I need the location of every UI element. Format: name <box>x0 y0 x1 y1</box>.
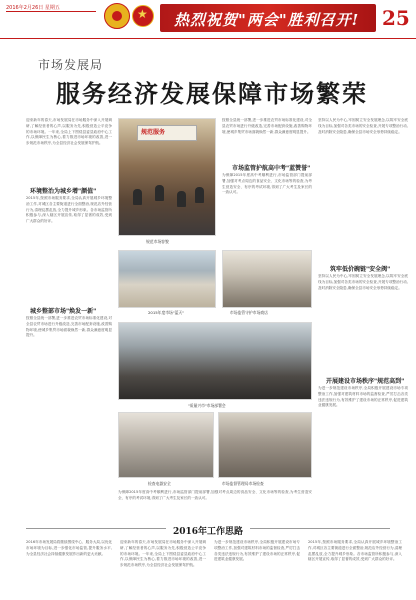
photo-inspection <box>218 412 312 478</box>
photo-training <box>118 250 216 308</box>
banner-text: 热烈祝贺"两会"胜利召开! <box>174 11 360 29</box>
subheading-exam-supervision: 市场监管护航高中考"蓝赞誉" <box>232 165 311 172</box>
photo-caption: 检查电器安全 <box>148 481 171 486</box>
subheading-safety: 筑牢低价碗链"安全阀" <box>330 266 391 273</box>
article-paragraph: 坚持以人民为中心,牢固树立安全发展理念,以筑牢安全底线为目标,加强对各类市场的安全检查,开展专项整治行动,及时消除安全隐患,确保全县市场安全形势持续稳定。 <box>318 118 408 134</box>
photo-market-guard <box>222 250 312 308</box>
date-line: 2016年2月26日 星期五 <box>6 5 60 11</box>
article-paragraph: 为进一步规范建设市场秩序,全局积极开展建设市场专项整治工作,加强对建筑材料市场的监督检查,严厉打击各类违法违规行为,有效维护了建设市场的正常秩序,促进建筑业健康发展。 <box>318 386 408 408</box>
article-paragraph: 迎来新年的春天,市场发展局在市场服务中深入开展调研,了解经营者的心声,以服务为先,积极营造公平竞争的市场环境。一年来,全局上下围绕县委县政府中心工作,以保障民生为核心,着力推进市场环境的改善,进一步规范市场秩序,为全县经济社会发展保驾护航。 <box>26 118 112 146</box>
main-title: 服务经济发展保障市场繁荣 <box>56 79 368 108</box>
article-paragraph: 为保障2015年度高中考顺利进行,市场监管部门提前部署,加强对考点周边的食品安全、文化市场等的检查,为考生营造安全、有序的考试环境,得到了广大考生及家长的一致认可。 <box>118 490 312 500</box>
article-paragraph: 坚持以人民为中心,牢固树立安全发展理念,以筑牢安全底线为目标,加强对各类市场的安全检查,开展专项整治行动,及时消除安全隐患,确保全县市场安全形势持续稳定。 <box>318 274 408 290</box>
photo-conference <box>118 322 312 400</box>
article-paragraph: 为保障2015年度高中考顺利进行,市场监管部门提前部署,加强对考点周边的食品安全、文化市场等的检查,为考生营造安全、有序的考试环境,得到了广大考生及家长的一致认可。 <box>222 173 312 195</box>
plan-paragraph: 2016年市场发展局将继续围绕中心、服务大局,以优化市场环境为目标,进一步强化市场监管,提升服务水平,为全县经济社会持续健康发展作出新的更大贡献。 <box>26 540 112 556</box>
article-paragraph: 按照全县统一部署,进一步推进农贸市场标准化建设,对全县农贸市场进行升级改造,完善市场配套设施,改善购物环境,使城乡集贸市场面貌焕然一新,群众满意度明显提升。 <box>222 118 312 134</box>
photo-electrical-check <box>118 412 214 478</box>
article-paragraph: 按照全县统一部署,进一步推进农贸市场标准化建设,对全县农贸市场进行升级改造,完善市场配套设施,改善购物环境,使城乡集贸市场面貌焕然一新,群众满意度明显提升。 <box>26 316 112 338</box>
page-number: 25 <box>382 6 410 30</box>
article-paragraph: 2015年,按照市场服务要求,全局认真开展城乡环境整治工作,对城区各主要街道进行全面整治,规范店外经营行为,清理乱摆乱放,全力提升城乡形象。各市场监管所积极参与,深入辖区开展宣传,取得了显著的成效,受到广大群众的好评。 <box>26 196 112 224</box>
plan-paragraph: 2015年,按照市场服务要求,全局认真开展城乡环境整治工作,对城区各主要街道进行全面整治,规范店外经营行为,清理乱摆乱放,全力提升城乡形象。各市场监管所积极参与,深入辖区开展宣传,取得了显著的成效,受到广大群众的好评。 <box>308 540 402 562</box>
national-emblem-icon <box>132 5 154 27</box>
person-figure <box>133 189 142 205</box>
person-figure <box>195 187 204 203</box>
subheading-market-renewal: 城乡整部市场"焕发一新" <box>30 308 97 315</box>
header-divider <box>0 38 416 39</box>
photo-caption: 规范市场容貌 <box>146 239 169 244</box>
plan-paragraph: 迎来新年的春天,市场发展局在市场服务中深入开展调研,了解经营者的心声,以服务为先,积极营造公平竞争的市场环境。一年来,全局上下围绕县委县政府中心工作,以保障民生为核心,着力推进市场环境的改善,进一步规范市场秩序,为全县经济社会发展保驾护航。 <box>120 540 206 568</box>
photo-caption: 市场监督管理局市场检查 <box>222 481 264 486</box>
photo-market-office <box>118 118 216 236</box>
celebration-banner <box>160 4 376 32</box>
party-emblem-icon <box>104 3 130 29</box>
plan-paragraph: 为进一步规范建设市场秩序,全局积极开展建设市场专项整治工作,加强对建筑材料市场的监督检查,严厉打击各类违法违规行为,有效维护了建设市场的正常秩序,促进建筑业健康发展。 <box>214 540 300 562</box>
subheading-environment: 环境整治为城乡增"颜值" <box>30 188 97 195</box>
footer-rule-right <box>250 528 390 529</box>
subheading-construction: 开展建设市场秩序"规范高到" <box>326 378 405 385</box>
page-header <box>0 0 416 36</box>
header-rule <box>6 11 96 12</box>
photo-sign-text: 规范服务 <box>141 129 166 136</box>
person-figure <box>177 191 186 207</box>
photo-caption: 市场监管守护市场商店 <box>230 310 268 315</box>
footer-title: 2016年工作思路 <box>172 527 244 537</box>
photo-caption: 2015年度市场"蓝天" <box>148 310 184 315</box>
section-label: 市场发展局 <box>38 58 104 72</box>
photo-caption: "质量兴市"市场部署会 <box>188 403 226 408</box>
person-figure <box>155 185 164 201</box>
